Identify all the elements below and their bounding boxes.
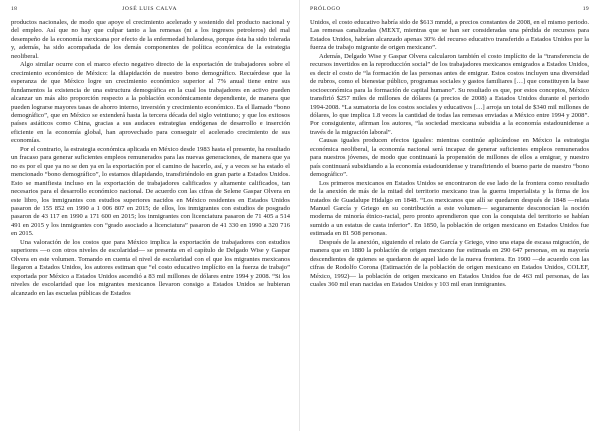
paragraph: Unidos, el costo educativo habría sido de $613 mmdd, a precios constantes de 2008, en el mismo periodo. Las remesas canalizadas (MEXT, mientras que se han ser consideradas una pérdida de recursos para Estados Unidos, habrían alcanzado apenas 30% del recurso educativo transferido a Estados Unidos por la fuerza de trabajo migrante de origen mexicano”. <box>310 19 589 52</box>
page-number-right: 19 <box>582 6 589 12</box>
paragraph: Además, Delgado Wise y Gaspar Olvera calcularon también el costo implícito de la “transferencia de recursos invertidos en la reproducción social” de los trabajadores mexicanos emigrados a Estados Unidos, es decir el costo de “la formación de las personas antes de emigrar. Estos costos incluyen una diversidad de rubros, como el bienestar público, programas sociales y gastos familiares […] que constituyen la base socioeconómica para la formación de capital humano”. Su resultado es que, por estos conceptos, México transfirió $257 miles de millones de dólares (a precios de 2008) a Estados Unidos durante el periodo 1994-2008. “La sumatoria de los costos sociales y educativos […] arroja un total de $340 mil millones de dólares, lo que implica 1.8 veces la cantidad de todas las remesas enviadas a México entre 1994 y 2008”. Por consiguiente, afirman los autores, “la sociedad mexicana subsidia a la economía estadounidense a través de la migración laboral”. <box>310 52 589 136</box>
paragraph: productos nacionales, de modo que apoye el crecimiento acelerado y sostenido del producto nacional y del empleo. Así que no hay que culpar tanto a las remesas (ni a los ingresos petroleros) del mal desempeño de la economía mexicana por efecto de la enfermedad holandesa, porque ésta ha sido tolerada y, además, ha sido acompañada de los demás componentes de política económica de la estrategia neoliberal. <box>11 19 290 60</box>
paragraph: Después de la anexión, siguiendo el relato de García y Griego, vino una etapa de escasa migración, de manera que en 1880 la población de origen mexicano fue estimada en 290 647 personas, en su mayoría descendientes de quienes se quedaron de aquel lado de la nueva frontera. En 1900 —de acuerdo con las cifras de Rodolfo Corona (Estimación de la población de origen mexicano en Estados Unidos, COLEF, México, 1992)— la población de origen mexicano en Estados Unidos fue de 463 mil personas, de las cuales 360 mil eran nacidas en Estados Unidos y 103 mil eran inmigrantes. <box>310 238 589 289</box>
right-running-head <box>310 6 589 15</box>
page-number-left: 18 <box>11 6 18 12</box>
right-body-text <box>310 19 589 290</box>
left-body-text <box>11 19 290 298</box>
paragraph: Una valoración de los costos que para México implica la exportación de trabajadores con estudios superiores —o con otros niveles de escolaridad— se presenta en el capítulo de Delgado Wise y Gaspar Olvera en este volumen. Tomando en cuenta el nivel de escolaridad con el que los migrantes mexicanos llegaron a Estados Unidos, los autores estiman que “el costo educativo implícito en la fuerza de trabajo” exportada por México a Estados Unidos ascendió a 83 mil millones de dólares entre 1994 y 2008. “Si los niveles de escolaridad que los migrantes mexicanos llevaron consigo a Estados Unidos se hubieran alcanzado en las escuelas públicas de Estados <box>11 238 290 297</box>
paragraph: Por el contrario, la estrategia económica aplicada en México desde 1983 hasta el presente, ha resultado un fracaso para generar suficientes empleos remunerados para las nuevas generaciones, de manera que ya no es por el que ya no se den ya en la exportación por el camino de hacerlo, así, y a veces se ha estado el mencionado “bono demográfico”, lo estamos dilapidando, transfiriéndolo en gran parte a Estados Unidos. Esto se manifiesta incluso en la exportación de trabajadores calificados y altamente calificados, tan necesarios para el desarrollo económico nacional. De acuerdo con las cifras de Selene Gaspar Olvera en este libro, los inmigrantes con estudios superiores nacidos en México residentes en Estados Unidos pasaron de 155 852 en 1990 a 1 006 807 en 2015; de ellos, los inmigrantes con estudios de posgrado pasaron de 43 117 en 1990 a 171 600 en 2015; los inmigrantes con licenciatura pasaron de 71 405 a 514 491 en 2015 y los inmigrantes con “grado asociado a licenciatura” pasaron de 41 330 en 1990 a 320 716 en 2015. <box>11 145 290 238</box>
running-head-author: JOSÉ LUIS CALVA <box>122 6 178 12</box>
paragraph: Los primeros mexicanos en Estados Unidos se encontraron de ese lado de la frontera como resultado de la anexión de más de la mitad del territorio mexicano tras la guerra imperialista y la firma de los tratados de Guadalupe Hidalgo en 1848. “Los mexicanos que allí se quedaron después de 1848 —relata Manuel García y Griego en su contribución a este volumen— seguramente desconocían la noción moderna de minoría étnico-racial, pero pronto aprendieron que con la conquista del territorio se habían sumido a un estatus de casta inferior”. En 1850, la población de origen mexicano en Estados Unidos fue estimada en 81 508 personas. <box>310 179 589 238</box>
paragraph: Causas iguales producen efectos iguales: mientras continúe aplicándose en México la estrategia económica neoliberal, la economía nacional será incapaz de generar suficientes empleos remunerados para nuestros jóvenes, de modo que continuará la propensión de millones de ellos a emigrar, y nuestro país continuará subsidiando a la economía estadounidense y transfiriendo el bueno parte de nuestro “bono demográfico”. <box>310 137 589 179</box>
running-head-chapter: PRÓLOGO <box>310 6 341 12</box>
left-running-head <box>11 6 290 15</box>
paragraph: Algo similar ocurre con el marco efecto negativo directo de la exportación de trabajadores sobre el crecimiento económico de México: la dilapidación de nuestro bono demográfico. Recuérdese que la esperanza de que México logre un crecimiento económico superior al 7% anual tiene entre sus fundamentos la existencia de una estructura demográfica en la cual los trabajadores en activo pueden alcanzar un más alto proporción respecto a la población económicamente dependiente, de manera que pueden lograrse mayores tasas de ahorro interno, inversión y crecimiento económico. Es el llamado “bono demográfico”, que en México se extenderá hasta la tercera década del siglo veintiuno; y que los exitosos países asiáticos como China, gracias a sus audaces estrategias endógenas de desarrollo e inserción eficiente en la economía global, han aprovechado para conseguir el acelerado crecimiento de sus economías. <box>11 61 290 145</box>
right-page <box>300 0 600 431</box>
